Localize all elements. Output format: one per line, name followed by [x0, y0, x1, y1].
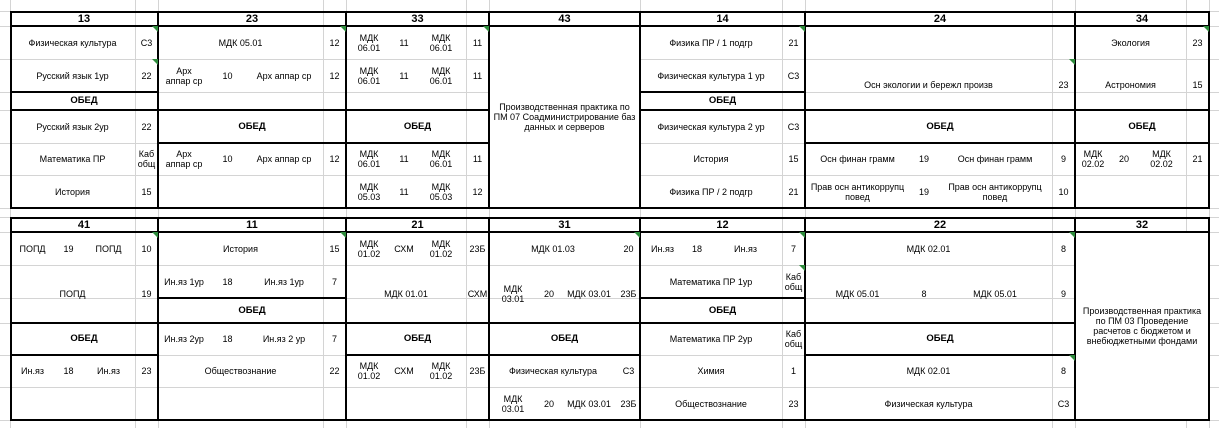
comment-marker	[1069, 355, 1075, 361]
lesson-subject: ПОПД	[59, 289, 86, 299]
lesson-room: 21	[1192, 154, 1203, 164]
lesson-subject: МДК 05.01	[973, 289, 1017, 299]
lesson-room: 11	[472, 70, 483, 81]
lesson-room: 11	[472, 37, 483, 48]
lesson-subject: Осн финан грамм	[820, 154, 895, 164]
lunch-break: ОБЕД	[708, 95, 737, 106]
lesson-room: 11	[399, 70, 409, 81]
lesson-subject: Физика ПР / 2 подгр	[669, 186, 753, 197]
lesson-subject: МДК 01.02	[357, 238, 381, 259]
lesson-room: 19	[918, 186, 929, 197]
lesson-subject: МДК 05.01	[218, 37, 263, 48]
lesson-subject: ПОПД	[19, 243, 46, 254]
lesson-subject: МДК 01.02	[429, 238, 453, 259]
lesson-room: 23Б	[469, 366, 486, 376]
lesson-room: 22	[141, 121, 152, 132]
lesson-subject: Ин.яз	[97, 366, 120, 376]
lesson-room: 12	[472, 186, 483, 197]
comment-marker	[340, 26, 346, 32]
lesson-room: 23	[1058, 79, 1069, 90]
group-header: 43	[558, 12, 571, 25]
lesson-subject: МДК 01.01	[384, 289, 428, 299]
lesson-room: 18	[63, 366, 74, 376]
lesson-room: 11	[399, 37, 409, 48]
group-header: 12	[716, 218, 729, 231]
comment-marker	[483, 26, 489, 32]
header-separator	[10, 25, 1210, 27]
lesson-room: Каб общ	[784, 271, 803, 292]
lesson-room: 19	[63, 243, 74, 254]
lesson-room: 19	[141, 289, 152, 299]
lunch-break: ОБЕД	[926, 120, 954, 132]
lesson-subject: МДК 05.03	[429, 181, 453, 202]
lesson-subject: Обществознание	[675, 398, 747, 409]
lesson-room: С3	[787, 121, 800, 132]
practice-note: Производственная практика по ПМ 07 Соадминистрирование баз данных и серверов	[489, 26, 640, 208]
comment-marker	[1203, 26, 1209, 32]
lesson-room: 12	[329, 37, 340, 48]
lesson-subject: Физика ПР / 1 подгр	[669, 37, 753, 48]
lesson-subject: МДК 03.01	[567, 289, 611, 299]
lunch-break: ОБЕД	[403, 120, 432, 132]
lesson-room: 23Б	[620, 398, 637, 409]
lunch-box	[157, 109, 347, 144]
lesson-subject: Ин.яз 2ур	[164, 334, 204, 344]
lesson-subject: Ин.яз 1ур	[164, 276, 204, 287]
lesson-subject: История	[55, 186, 90, 197]
lesson-room: СХМ	[394, 366, 414, 376]
group-header: 14	[716, 12, 729, 25]
lunch-box	[488, 322, 641, 356]
lunch-box	[10, 322, 159, 356]
lesson-subject: Прав осн антикоррупц повед	[948, 181, 1042, 202]
lesson-subject: Русский язык 2ур	[36, 121, 109, 132]
group-header: 24	[933, 12, 947, 25]
lunch-box	[804, 322, 1076, 356]
lesson-subject: Осн экологии и бережл произв	[864, 79, 993, 90]
lesson-room: 21	[788, 37, 799, 48]
lesson-room: 11	[399, 186, 409, 197]
lesson-subject: МДК 05.03	[357, 181, 381, 202]
lesson-subject: Русский язык 1ур	[36, 70, 109, 81]
lesson-room: 10	[222, 154, 233, 164]
lesson-subject: Арх аппар ср	[256, 70, 312, 81]
lesson-subject: Арх аппар ср	[165, 65, 203, 86]
lunch-box	[10, 91, 159, 111]
lunch-break: ОБЕД	[238, 304, 266, 316]
lunch-break: ОБЕД	[70, 333, 98, 344]
lesson-room: 22	[329, 366, 340, 376]
comment-marker	[1069, 59, 1075, 65]
comment-marker	[340, 232, 346, 238]
lesson-subject: Физическая культура 2 ур	[657, 121, 765, 132]
lesson-subject: Математика ПР	[39, 154, 106, 164]
lesson-subject: История	[693, 154, 729, 164]
lesson-room: 22	[141, 70, 152, 81]
comment-marker	[152, 232, 158, 238]
header-separator	[10, 231, 1210, 233]
group-separator	[488, 217, 490, 421]
lesson-subject: Экология	[1111, 37, 1150, 48]
lesson-room: 7	[790, 243, 796, 254]
lesson-subject: Ин.яз 1ур	[264, 276, 304, 287]
lesson-subject: Ин.яз	[734, 243, 757, 254]
lesson-room: 10	[141, 243, 152, 254]
lesson-subject: МДК 02.02	[1081, 149, 1105, 169]
lesson-room: 1	[790, 366, 796, 376]
lesson-room: 8	[1060, 366, 1066, 376]
lesson-subject: МДК 01.02	[429, 361, 453, 381]
lesson-subject: МДК 06.01	[429, 149, 453, 169]
lesson-room: 18	[691, 243, 702, 254]
lesson-room: 15	[1192, 79, 1203, 90]
lesson-subject: Физическая культура 1 ур	[657, 70, 765, 81]
group-header: 21	[411, 218, 424, 231]
lesson-subject: Математика ПР 2ур	[669, 334, 753, 344]
group-header: 31	[558, 218, 571, 231]
group-header: 32	[1135, 218, 1149, 231]
lesson-room: 10	[1058, 186, 1069, 197]
lesson-room: 11	[472, 154, 483, 164]
lesson-room: 19	[918, 154, 929, 164]
lesson-room: С3	[787, 70, 800, 81]
lesson-room: 18	[222, 334, 233, 344]
lesson-room: СХМ	[467, 289, 488, 299]
lesson-room: 20	[543, 289, 554, 299]
lesson-subject: МДК 06.01	[357, 65, 381, 86]
lunch-box	[639, 297, 806, 324]
lesson-subject: Арх аппар ср	[165, 149, 203, 169]
lesson-subject: Ин.яз	[21, 366, 44, 376]
lesson-subject: МДК 03.01	[501, 393, 525, 414]
group-header: 33	[411, 12, 424, 25]
group-header: 22	[933, 218, 947, 231]
comment-marker	[1069, 232, 1075, 238]
lesson-room: СХМ	[394, 243, 414, 254]
lesson-subject: Физическая культура	[884, 398, 973, 409]
lesson-room: 20	[623, 243, 634, 254]
lesson-room: С3	[622, 366, 635, 376]
lesson-room: 10	[222, 70, 233, 81]
lesson-room: 23	[1192, 37, 1203, 48]
lunch-break: ОБЕД	[403, 333, 432, 344]
lesson-room: 15	[329, 243, 340, 254]
group-header: 41	[77, 218, 91, 231]
lunch-box	[345, 109, 490, 144]
lesson-subject: Физическая культура	[509, 366, 597, 376]
lesson-subject: МДК 06.01	[357, 149, 381, 169]
lesson-subject: МДК 02.02	[1150, 149, 1173, 169]
lunch-box	[345, 322, 490, 356]
lesson-room: 7	[331, 334, 337, 344]
lesson-subject: Математика ПР 1ур	[669, 276, 753, 287]
lesson-room: 23Б	[620, 289, 637, 299]
lunch-box	[1074, 109, 1210, 144]
lesson-subject: Осн финан грамм	[957, 154, 1033, 164]
lesson-room: С3	[1057, 398, 1070, 409]
comment-marker	[634, 232, 640, 238]
lesson-room: 7	[331, 276, 337, 287]
lunch-break: ОБЕД	[238, 120, 266, 132]
lunch-break: ОБЕД	[1128, 120, 1156, 132]
lesson-room: 9	[1060, 154, 1066, 164]
comment-marker	[152, 59, 158, 65]
lesson-subject: Обществознание	[204, 366, 277, 376]
lesson-subject: МДК 02.01	[906, 366, 951, 376]
group-header: 11	[246, 218, 258, 231]
lesson-room: 20	[1118, 154, 1129, 164]
lesson-subject: Физическая культура	[28, 37, 117, 48]
lesson-room: 18	[222, 276, 233, 287]
lesson-subject: МДК 03.01	[567, 398, 611, 409]
lesson-subject: МДК 05.01	[835, 289, 880, 299]
lesson-subject: История	[223, 243, 258, 254]
lesson-room: 15	[788, 154, 799, 164]
lesson-room: 20	[543, 398, 554, 409]
group-header: 13	[77, 12, 91, 25]
group-header: 23	[245, 12, 259, 25]
lesson-subject: МДК 06.01	[357, 32, 381, 53]
lesson-room: 12	[329, 154, 340, 164]
lesson-subject: Прав осн антикоррупц повед	[810, 181, 905, 202]
group-header: 34	[1135, 12, 1149, 25]
lesson-room: Каб общ	[137, 149, 156, 169]
lesson-room: 23	[788, 398, 799, 409]
lesson-subject: Ин.яз	[651, 243, 674, 254]
lesson-subject: Химия	[697, 366, 725, 376]
lesson-room: 8	[921, 289, 927, 299]
lesson-room: 12	[329, 70, 340, 81]
lesson-subject: Ин.яз 2 ур	[262, 334, 306, 344]
lesson-room: Каб общ	[784, 329, 803, 349]
lesson-subject: МДК 01.03	[531, 243, 575, 254]
lesson-subject: МДК 03.01	[501, 284, 525, 304]
lesson-room: С3	[140, 37, 153, 48]
comment-marker	[799, 265, 805, 271]
lesson-room: 15	[141, 186, 152, 197]
lunch-break: ОБЕД	[550, 333, 579, 344]
lunch-break: ОБЕД	[926, 333, 954, 344]
lesson-subject: МДК 06.01	[429, 65, 453, 86]
group-separator	[1074, 217, 1076, 421]
lunch-box	[157, 297, 347, 324]
lesson-room: 23	[141, 366, 152, 376]
lesson-subject: ПОПД	[95, 243, 122, 254]
lesson-room: 11	[399, 154, 409, 164]
lesson-subject: МДК 06.01	[429, 32, 453, 53]
lunch-box	[639, 91, 806, 111]
lesson-room: 8	[1060, 243, 1066, 254]
lesson-subject: МДК 01.02	[357, 361, 381, 381]
lesson-subject: Астрономия	[1105, 79, 1156, 90]
lesson-subject: Арх аппар ср	[256, 154, 312, 164]
lesson-room: 23Б	[469, 243, 486, 254]
comment-marker	[799, 232, 805, 238]
comment-marker	[152, 26, 158, 32]
lesson-subject: МДК 02.01	[906, 243, 951, 254]
lunch-box	[804, 109, 1076, 144]
lesson-room: 21	[788, 186, 799, 197]
lunch-break: ОБЕД	[708, 304, 737, 316]
comment-marker	[799, 26, 805, 32]
practice-note: Производственная практика по ПМ 03 Проведение расчетов с бюджетом и внебюджетными фондами	[1075, 232, 1209, 420]
lesson-room: 9	[1060, 289, 1066, 299]
lunch-break: ОБЕД	[70, 95, 98, 106]
